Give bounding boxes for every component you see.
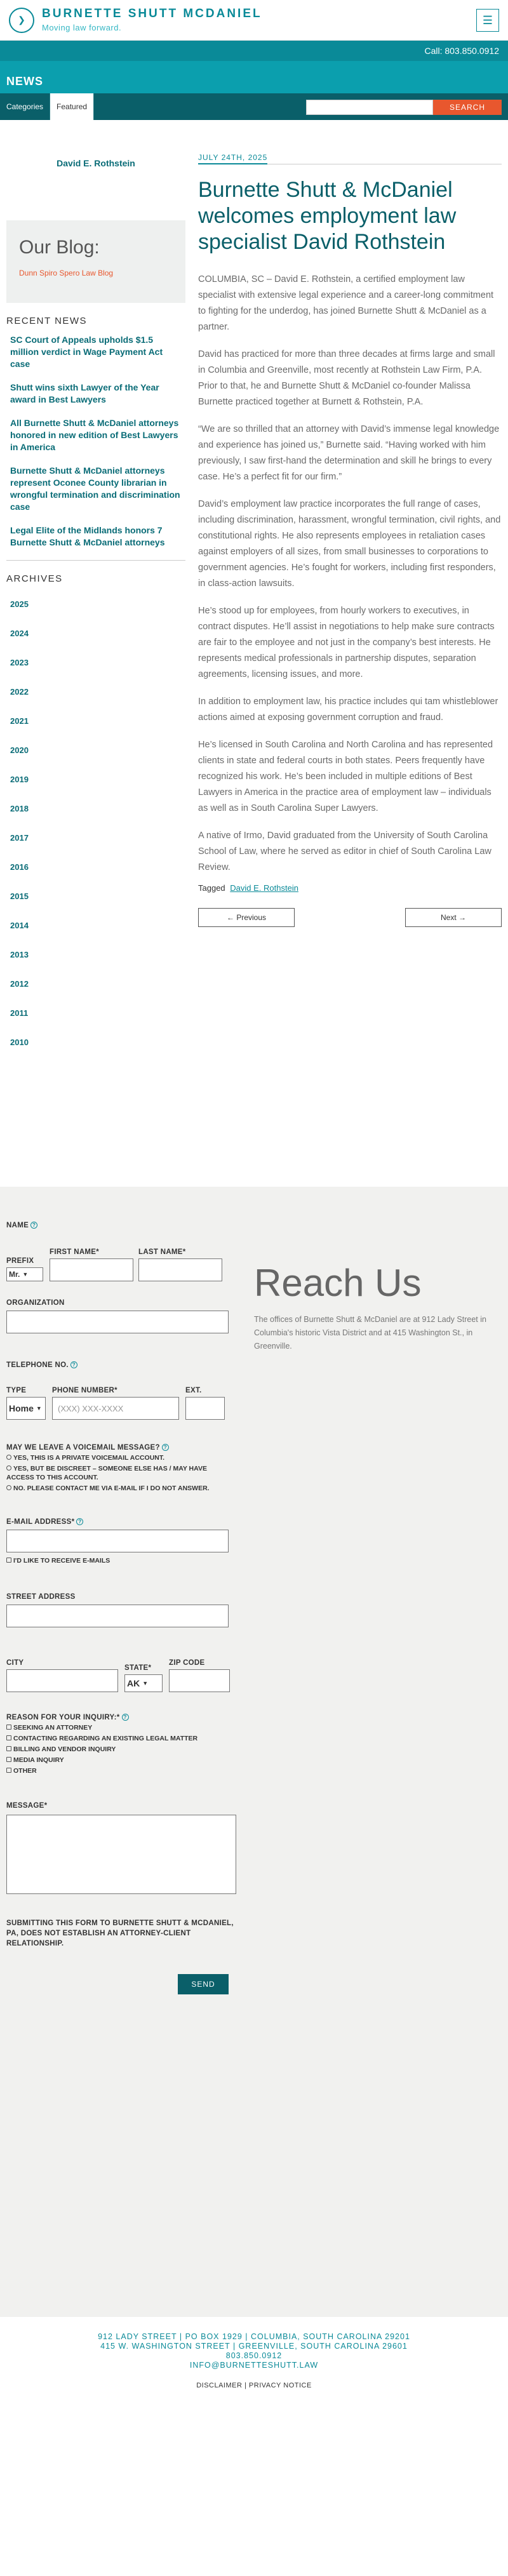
voicemail-option[interactable]: YES, THIS IS A PRIVATE VOICEMAIL ACCOUNT. [6,1453,236,1462]
site-header [0,0,508,41]
email-label: E-MAIL ADDRESS* ? [6,1518,236,1526]
blog-box [6,220,185,303]
paragraph: A native of Irmo, David graduated from the University of South Carolina School of Law, where he served as editor in chief of South Carolina Law Review. [198,831,491,872]
footer-phone[interactable]: 803.850.0912 [225,2351,283,2360]
paragraph: In addition to employment law, his practice includes qui tam whistleblower actions aimed at exposing government corruption and fraud. [198,697,498,723]
phone-type-select[interactable]: Home ▼ [6,1397,46,1420]
archive-year[interactable]: 2011 [10,1008,29,1018]
city-label: CITY [6,1659,24,1667]
zip-input[interactable] [169,1669,230,1692]
paragraph: “We are so thrilled that an attorney with David’s immense legal knowledge and experience has joined us,” Burnette said. “Having worked with him previously, I saw first-hand the determination and skill he brings to every case. He’s a perfect fit for our firm.” [198,424,500,482]
ext-input[interactable] [185,1397,225,1420]
archive-year[interactable]: 2015 [10,891,29,901]
logo[interactable] [42,8,262,32]
phone-row [6,1387,236,1420]
zip-label: ZIP CODE [169,1659,205,1667]
recent-news-item[interactable]: Burnette Shutt & McDaniel attorneys represent Oconee County librarian in wrongful termination and discrimination case [10,465,180,512]
chevron-down-icon: ▼ [142,1680,149,1686]
contact-section [0,1187,508,2317]
last-name-field [138,1248,222,1281]
reach-heading: Reach Us [254,1262,422,1304]
checkbox-icon [6,1768,11,1773]
reason-option[interactable]: OTHER [6,1766,236,1775]
separator: | [244,2382,247,2389]
section-title: NEWS [6,75,43,88]
tags [198,883,502,893]
divider [6,560,185,561]
privacy-link[interactable]: PRIVACY NOTICE [248,2382,312,2389]
firm-name: BURNETTE SHUTT MCDANIEL [42,7,262,20]
archive-year[interactable]: 2024 [10,629,29,638]
help-icon[interactable]: ? [162,1444,169,1451]
help-icon[interactable]: ? [30,1222,37,1229]
checkbox-icon [6,1558,11,1563]
archive-year[interactable]: 2013 [10,950,29,959]
site-footer [0,2317,508,2399]
ext-label: EXT. [185,1387,202,1394]
organization-input[interactable] [6,1311,229,1333]
archive-year[interactable]: 2025 [10,599,29,609]
help-icon[interactable]: ? [76,1518,83,1525]
telephone-label: TELEPHONE NO. ? [6,1361,236,1369]
post-date: JULY 24TH, 2025 [198,153,267,164]
post-navigation [198,908,502,927]
paragraph: COLUMBIA, SC – David E. Rothstein, a certified employment law specialist with extensive legal experience and a career-long commitment to fighting for the underdog, has joined Burnette Shutt & McDaniel as a partner. [198,274,494,332]
archive-year[interactable]: 2016 [10,862,29,872]
recent-news-item[interactable]: Legal Elite of the Midlands honors 7 Burnette Shutt & McDaniel attorneys [10,525,165,547]
help-icon[interactable]: ? [70,1361,77,1368]
search-form [306,100,502,115]
author-link[interactable]: David E. Rothstein [57,158,135,168]
checkbox-icon [6,1746,11,1751]
first-name-label: FIRST NAME* [50,1248,100,1256]
reason-option[interactable]: MEDIA INQUIRY [6,1756,236,1765]
blog-link[interactable]: Dunn Spiro Spero Law Blog [19,269,114,277]
chevron-right-icon[interactable]: ❯ [9,8,34,33]
hamburger-icon[interactable]: ☰ [476,9,499,32]
archive-year[interactable]: 2010 [10,1038,29,1047]
tagged-label: Tagged [198,883,225,893]
phone-number-field [52,1387,179,1420]
tab-featured[interactable]: Featured [50,93,94,120]
first-name-input[interactable] [50,1258,133,1281]
name-label: NAME ? [6,1222,236,1229]
call-bar [0,41,508,61]
recent-news-item[interactable]: SC Court of Appeals upholds $1.5 million verdict in Wage Payment Act case [10,335,163,369]
state-select[interactable]: AK ▼ [124,1674,163,1692]
voicemail-option[interactable]: YES, BUT BE DISCREET – SOMEONE ELSE HAS / MAY HAVE ACCESS TO THIS ACCOUNT. [6,1465,207,1481]
contact-form [6,1222,236,1994]
archive-year[interactable]: 2022 [10,687,29,697]
city-row [6,1659,236,1692]
reason-option[interactable]: BILLING AND VENDOR INQUIRY [6,1745,236,1754]
organization-label: ORGANIZATION [6,1299,65,1307]
city-field [6,1659,118,1692]
paragraph: He’s stood up for employees, from hourly workers to executives, in contract disputes. He’ll assist in negotiations to help make sure contracts are fair to the employee and not just in the company’s best interests. He represents medical professionals in partnership disputes, separation agreements, licensing issues, and more. [198,606,495,679]
archive-year[interactable]: 2012 [10,979,29,989]
recent-news-item[interactable]: Shutt wins sixth Lawyer of the Year award in Best Lawyers [10,382,159,404]
main-content [0,120,508,1187]
archive-year[interactable]: 2014 [10,921,29,930]
checkbox-icon [6,1735,11,1740]
reach-us [254,1263,495,1353]
name-row [6,1248,236,1281]
prefix-field [6,1257,43,1281]
last-name-label: LAST NAME* [138,1248,186,1256]
search-input[interactable] [306,100,433,115]
subnav [0,93,508,120]
sidebar [6,120,185,1187]
phone-number-input[interactable]: (XXX) XXX-XXXX [52,1397,179,1420]
archives-list [6,592,185,1059]
archive-year[interactable]: 2018 [10,804,29,813]
message-textarea[interactable] [6,1815,236,1894]
phone-number-label: PHONE NUMBER* [52,1387,117,1394]
email-input[interactable] [6,1530,229,1552]
paragraph: David’s employment law practice incorporates the full range of cases, including discrimination, harassment, wrongful termination, civil rights, and constitutional rights. He also represents employees in retaliation cases against employers of all sizes, from small businesses to corporations to government agencies. He’s fought for workers, including first responders, in class-action lawsuits. [198,499,501,589]
voicemail-option[interactable]: NO. PLEASE CONTACT ME VIA E-MAIL IF I DO NOT ANSWER. [6,1484,236,1493]
footer-email[interactable]: INFO@BURNETTESHUTT.LAW [189,2361,319,2370]
form-disclaimer: SUBMITTING THIS FORM TO BURNETTE SHUTT & MCDANIEL, PA, DOES NOT ESTABLISH AN ATTORNEY-CLIENT RELATIONSHIP. [6,1919,234,1947]
archive-year[interactable]: 2021 [10,716,29,726]
first-name-field [50,1248,133,1281]
search-button[interactable]: SEARCH [433,100,502,115]
article [185,120,502,1187]
city-input[interactable] [6,1669,118,1692]
footer-address-2: 415 W. WASHINGTON STREET | GREENVILLE, SOUTH CAROLINA 29601 [100,2342,408,2351]
tagline: Moving law forward. [42,23,122,32]
archives-title: ARCHIVES [6,573,63,584]
recent-news-list [6,334,185,549]
message-label: MESSAGE* [6,1802,48,1810]
chevron-down-icon: ▼ [22,1271,29,1278]
checkbox-icon [6,1725,11,1730]
ext-field [185,1387,225,1420]
radio-icon [6,1465,11,1471]
prefix-label: PREFIX [6,1257,34,1265]
previous-button[interactable]: ← Previous [198,908,295,927]
next-button[interactable]: Next → [405,908,502,927]
footer-address-1: 912 LADY STREET | PO BOX 1929 | COLUMBIA, SOUTH CAROLINA 29201 [98,2332,410,2341]
state-label: STATE* [124,1664,152,1672]
post-title: Burnette Shutt & McDaniel welcomes employment law specialist David Rothstein [198,178,457,254]
tag-link[interactable]: David E. Rothstein [230,883,298,893]
archive-year[interactable]: 2020 [10,745,29,755]
phone-type-field [6,1387,46,1420]
street-label: STREET ADDRESS [6,1593,76,1601]
post-body [198,272,502,876]
footer-links [0,2382,508,2389]
reason-option[interactable]: CONTACTING REGARDING AN EXISTING LEGAL MATTER [6,1734,236,1743]
chevron-down-icon: ▼ [36,1405,42,1411]
voicemail-label: MAY WE LEAVE A VOICEMAIL MESSAGE? ? [6,1444,236,1452]
blog-title: Our Blog: [19,237,100,258]
author-card [6,158,185,220]
archive-year[interactable]: 2023 [10,658,29,667]
call-link[interactable]: Call: 803.850.0912 [424,46,499,56]
recent-news-item[interactable]: All Burnette Shutt & McDaniel attorneys honored in new edition of Best Lawyers in America [10,418,179,452]
section-banner [0,61,508,120]
paragraph: He’s licensed in South Carolina and North Carolina and has represented clients in state and federal courts in both states. Peers frequently have recognized his work. He’s been included in multiple editions of Best Lawyers in America in the practice area of employment law – individuals as well as in South Carolina Super Lawyers. [198,740,493,813]
help-icon[interactable]: ? [122,1714,129,1721]
radio-icon [6,1485,11,1490]
tab-categories[interactable]: Categories [0,93,50,120]
disclaimer-link[interactable]: DISCLAIMER [196,2382,243,2389]
archive-year[interactable]: 2019 [10,775,29,784]
reason-label: REASON FOR YOUR INQUIRY:* ? [6,1714,236,1721]
reason-option[interactable]: SEEKING AN ATTORNEY [6,1723,236,1732]
radio-icon [6,1455,11,1460]
prefix-select[interactable]: Mr. ▼ [6,1267,43,1281]
email-opt-in[interactable]: I'D LIKE TO RECEIVE E-MAILS [6,1556,236,1565]
recent-news-title: RECENT NEWS [6,316,88,326]
last-name-input[interactable] [138,1258,222,1281]
state-field [124,1664,163,1692]
archive-year[interactable]: 2017 [10,833,29,843]
street-input[interactable] [6,1605,229,1627]
office-address-text: The offices of Burnette Shutt & McDaniel are at 912 Lady Street in Columbia's historic Vista District and at 415 Washington St., in Greenville. [254,1315,486,1351]
checkbox-icon [6,1757,11,1762]
zip-field [169,1659,230,1692]
paragraph: David has practiced for more than three decades at firms large and small in Columbia and Greenville, most recently at Rothstein Law Firm, P.A. Prior to that, he and Burnette Shutt & McDaniel co-founder Malissa Burnette practiced together at Burnett & Rothstein, P.A. [198,349,495,407]
send-button[interactable]: SEND [178,1974,229,1994]
phone-type-label: TYPE [6,1387,27,1394]
